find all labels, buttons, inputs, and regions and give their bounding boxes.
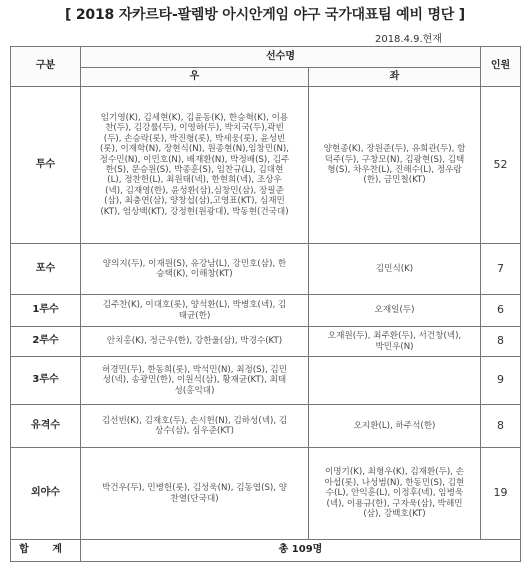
roster-table bbox=[10, 46, 521, 562]
header-position: 구분 bbox=[11, 47, 81, 87]
table-row bbox=[11, 87, 521, 244]
page-title: [ 2018 자카르타-팔렘방 아시안게임 야구 국가대표팀 예비 명단 ] bbox=[64, 7, 465, 23]
left-hand-players: 오지환(L), 하주석(한) bbox=[309, 405, 481, 448]
total-value: 총 109명 bbox=[81, 540, 521, 562]
left-hand-players: 양현종(K), 장원준(두), 유희관(두), 함덕주(두), 구창모(N), 김광현(S), 김택형(S), 차우찬(L), 진해수(L), 정우람(한), 금민철(KT) bbox=[309, 87, 481, 244]
left-hand-players: 오재원(두), 최주환(두), 서건창(넥), 박민우(N) bbox=[309, 327, 481, 357]
player-count: 52 bbox=[481, 87, 521, 244]
right-hand-players: 김선빈(K), 김재호(두), 손시헌(N), 김하성(넥), 김상수(삼), 심우준(KT) bbox=[81, 405, 309, 448]
header-count: 인원 bbox=[481, 47, 521, 87]
table-row bbox=[11, 327, 521, 357]
table-row bbox=[11, 295, 521, 327]
right-hand-players: 양의지(두), 이재원(S), 유강남(L), 강민호(삼), 한승택(K), 이해창(KT) bbox=[81, 244, 309, 295]
player-count: 19 bbox=[481, 448, 521, 540]
total-row bbox=[11, 540, 521, 562]
as-of-date: 2018.4.9.현재 bbox=[374, 34, 442, 45]
right-hand-players: 박건우(두), 민병헌(롯), 김성욱(N), 김동엽(S), 양찬열(단국대) bbox=[81, 448, 309, 540]
right-hand-players: 안치홍(K), 정근우(한), 강한울(삼), 박경수(KT) bbox=[81, 327, 309, 357]
header-left-hand: 좌 bbox=[309, 68, 481, 87]
left-hand-players: 이명기(K), 최형우(K), 김재환(두), 손아섭(롯), 나성범(N), 한동민(S), 김현수(L), 안익훈(L), 이정후(넥), 임병욱(넥), 이용규(한), 구자욱(삼), 박해민(삼), 강백호(KT) bbox=[309, 448, 481, 540]
player-count: 8 bbox=[481, 327, 521, 357]
right-hand-players: 임기영(K), 김세현(K), 김윤동(K), 한승혁(K), 이용찬(두), 김강률(두), 이영하(두), 박치국(두),곽빈(두), 손승락(롯), 박진형(롯), 박세웅(롯), 윤성빈(롯), 이재학(N), 장현식(N), 원종현(N),임창민(N), 정수민(N), 이민호(N), 배재환(N), 박정배(S), 김주한(S), 문승원(S), 박종훈(S), 임찬규(L), 김대현(L), 정찬헌(L), 최원태(넥), 한현희(넥), 조상우(넥), 김재영(한), 윤성환(삼),심창민(삼), 장필준(삼), 최충연(삼), 양창섭(삼),고영표(KT), 심재민(KT), 엄상백(KT), 강정현(원광대), 박동현(건국대) bbox=[81, 87, 309, 244]
position-cell: 포수 bbox=[11, 244, 81, 295]
player-count: 8 bbox=[481, 405, 521, 448]
position-cell: 투수 bbox=[11, 87, 81, 244]
position-cell: 유격수 bbox=[11, 405, 81, 448]
player-count: 6 bbox=[481, 295, 521, 327]
left-hand-players bbox=[309, 357, 481, 405]
position-cell: 2루수 bbox=[11, 327, 81, 357]
total-label: 합 계 bbox=[11, 540, 81, 562]
table-row bbox=[11, 357, 521, 405]
table-row bbox=[11, 244, 521, 295]
table-row bbox=[11, 448, 521, 540]
header-right-hand: 우 bbox=[81, 68, 309, 87]
right-hand-players: 김주찬(K), 이대호(롯), 양석환(L), 박병호(넥), 김태균(한) bbox=[81, 295, 309, 327]
position-cell: 1루수 bbox=[11, 295, 81, 327]
right-hand-players: 허경민(두), 한동희(롯), 박석민(N), 최정(S), 김민성(넥), 송광민(한), 이원석(삼), 황재균(KT), 최태성(홍익대) bbox=[81, 357, 309, 405]
player-count: 7 bbox=[481, 244, 521, 295]
left-hand-players: 오재일(두) bbox=[309, 295, 481, 327]
position-cell: 외야수 bbox=[11, 448, 81, 540]
player-count: 9 bbox=[481, 357, 521, 405]
left-hand-players: 김민식(K) bbox=[309, 244, 481, 295]
table-row bbox=[11, 405, 521, 448]
header-players: 선수명 bbox=[81, 47, 481, 68]
position-cell: 3루수 bbox=[11, 357, 81, 405]
